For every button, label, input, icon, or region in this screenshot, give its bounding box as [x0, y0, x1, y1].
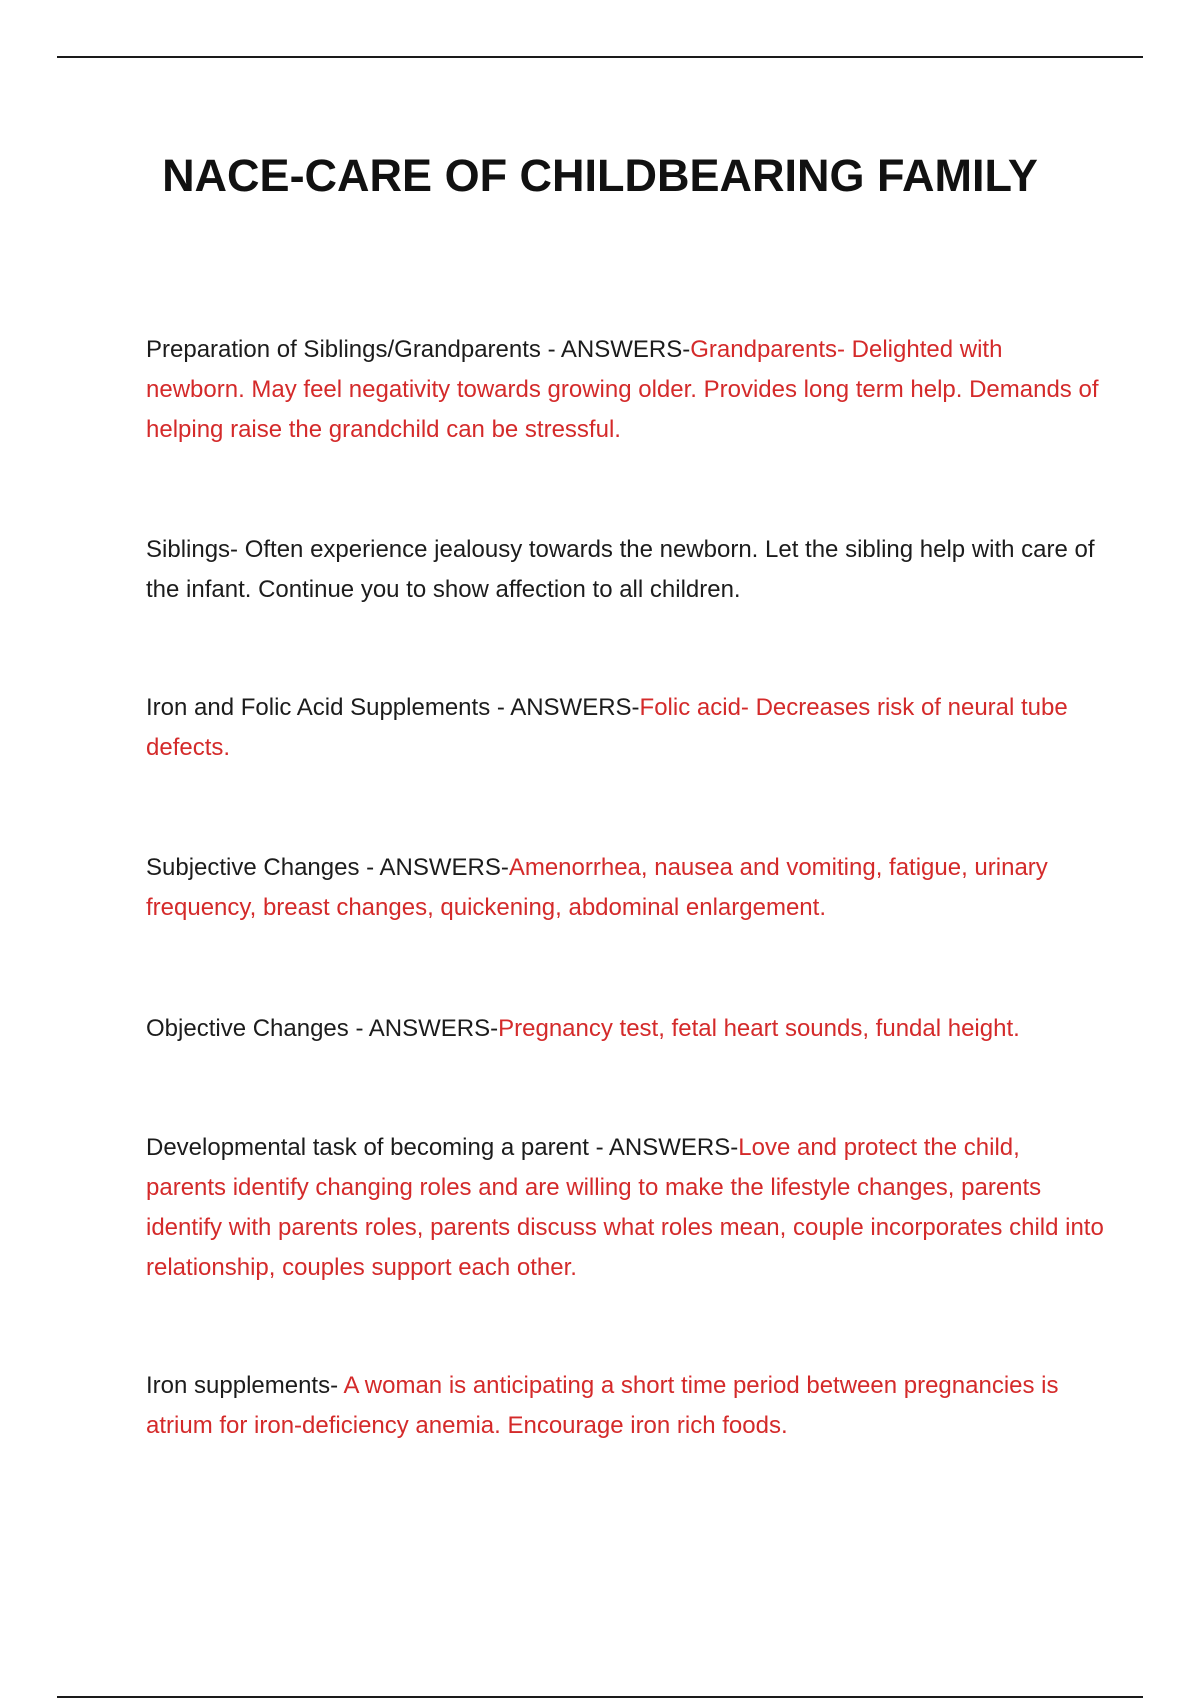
entry-iron-supplements — [146, 1366, 1106, 1446]
entry-siblings — [146, 530, 1106, 610]
question-text: Preparation of Siblings/Grandparents - ANSWERS- — [146, 336, 691, 363]
top-divider — [57, 56, 1143, 58]
page-title: NACE-CARE OF CHILDBEARING FAMILY — [162, 150, 1038, 201]
bottom-divider — [57, 1696, 1143, 1698]
question-text: Iron and Folic Acid Supplements - ANSWERS- — [146, 694, 640, 721]
answer-text: Amenorrhea, nausea and vomiting, fatigue, urinary frequency, breast changes, quickening, abdominal enlargement. — [146, 854, 1048, 921]
entry-developmental-task — [146, 1128, 1106, 1288]
answer-text: Pregnancy test, fetal heart sounds, fundal height. — [498, 1015, 1020, 1042]
answer-text: A woman is anticipating a short time period between pregnancies is atrium for iron-deficiency anemia. Encourage iron rich foods. — [146, 1372, 1059, 1439]
answer-text: Love and protect the child, parents identify changing roles and are willing to make the lifestyle changes, parents identify with parents roles, parents discuss what roles mean, couple incorporates child into relationship, couples support each other. — [146, 1134, 1104, 1281]
answer-text: Folic acid- Decreases risk of neural tube defects. — [146, 694, 1068, 761]
question-text: Objective Changes - ANSWERS- — [146, 1015, 499, 1042]
body-text: Siblings- Often experience jealousy towards the newborn. Let the sibling help with care of the infant. Continue you to show affection to all children. — [146, 536, 1095, 603]
entry-objective-changes — [146, 1009, 1106, 1049]
question-text: Subjective Changes - ANSWERS- — [146, 854, 509, 881]
entry-preparation-siblings-grandparents — [146, 330, 1106, 450]
entry-subjective-changes — [146, 848, 1106, 928]
entry-iron-folic-acid — [146, 688, 1106, 768]
question-text: Iron supplements- — [146, 1372, 344, 1399]
question-text: Developmental task of becoming a parent - ANSWERS- — [146, 1134, 739, 1161]
answer-text: Grandparents- Delighted with newborn. May feel negativity towards growing older. Provides long term help. Demands of helping raise the grandchild can be stressful. — [146, 336, 1099, 443]
